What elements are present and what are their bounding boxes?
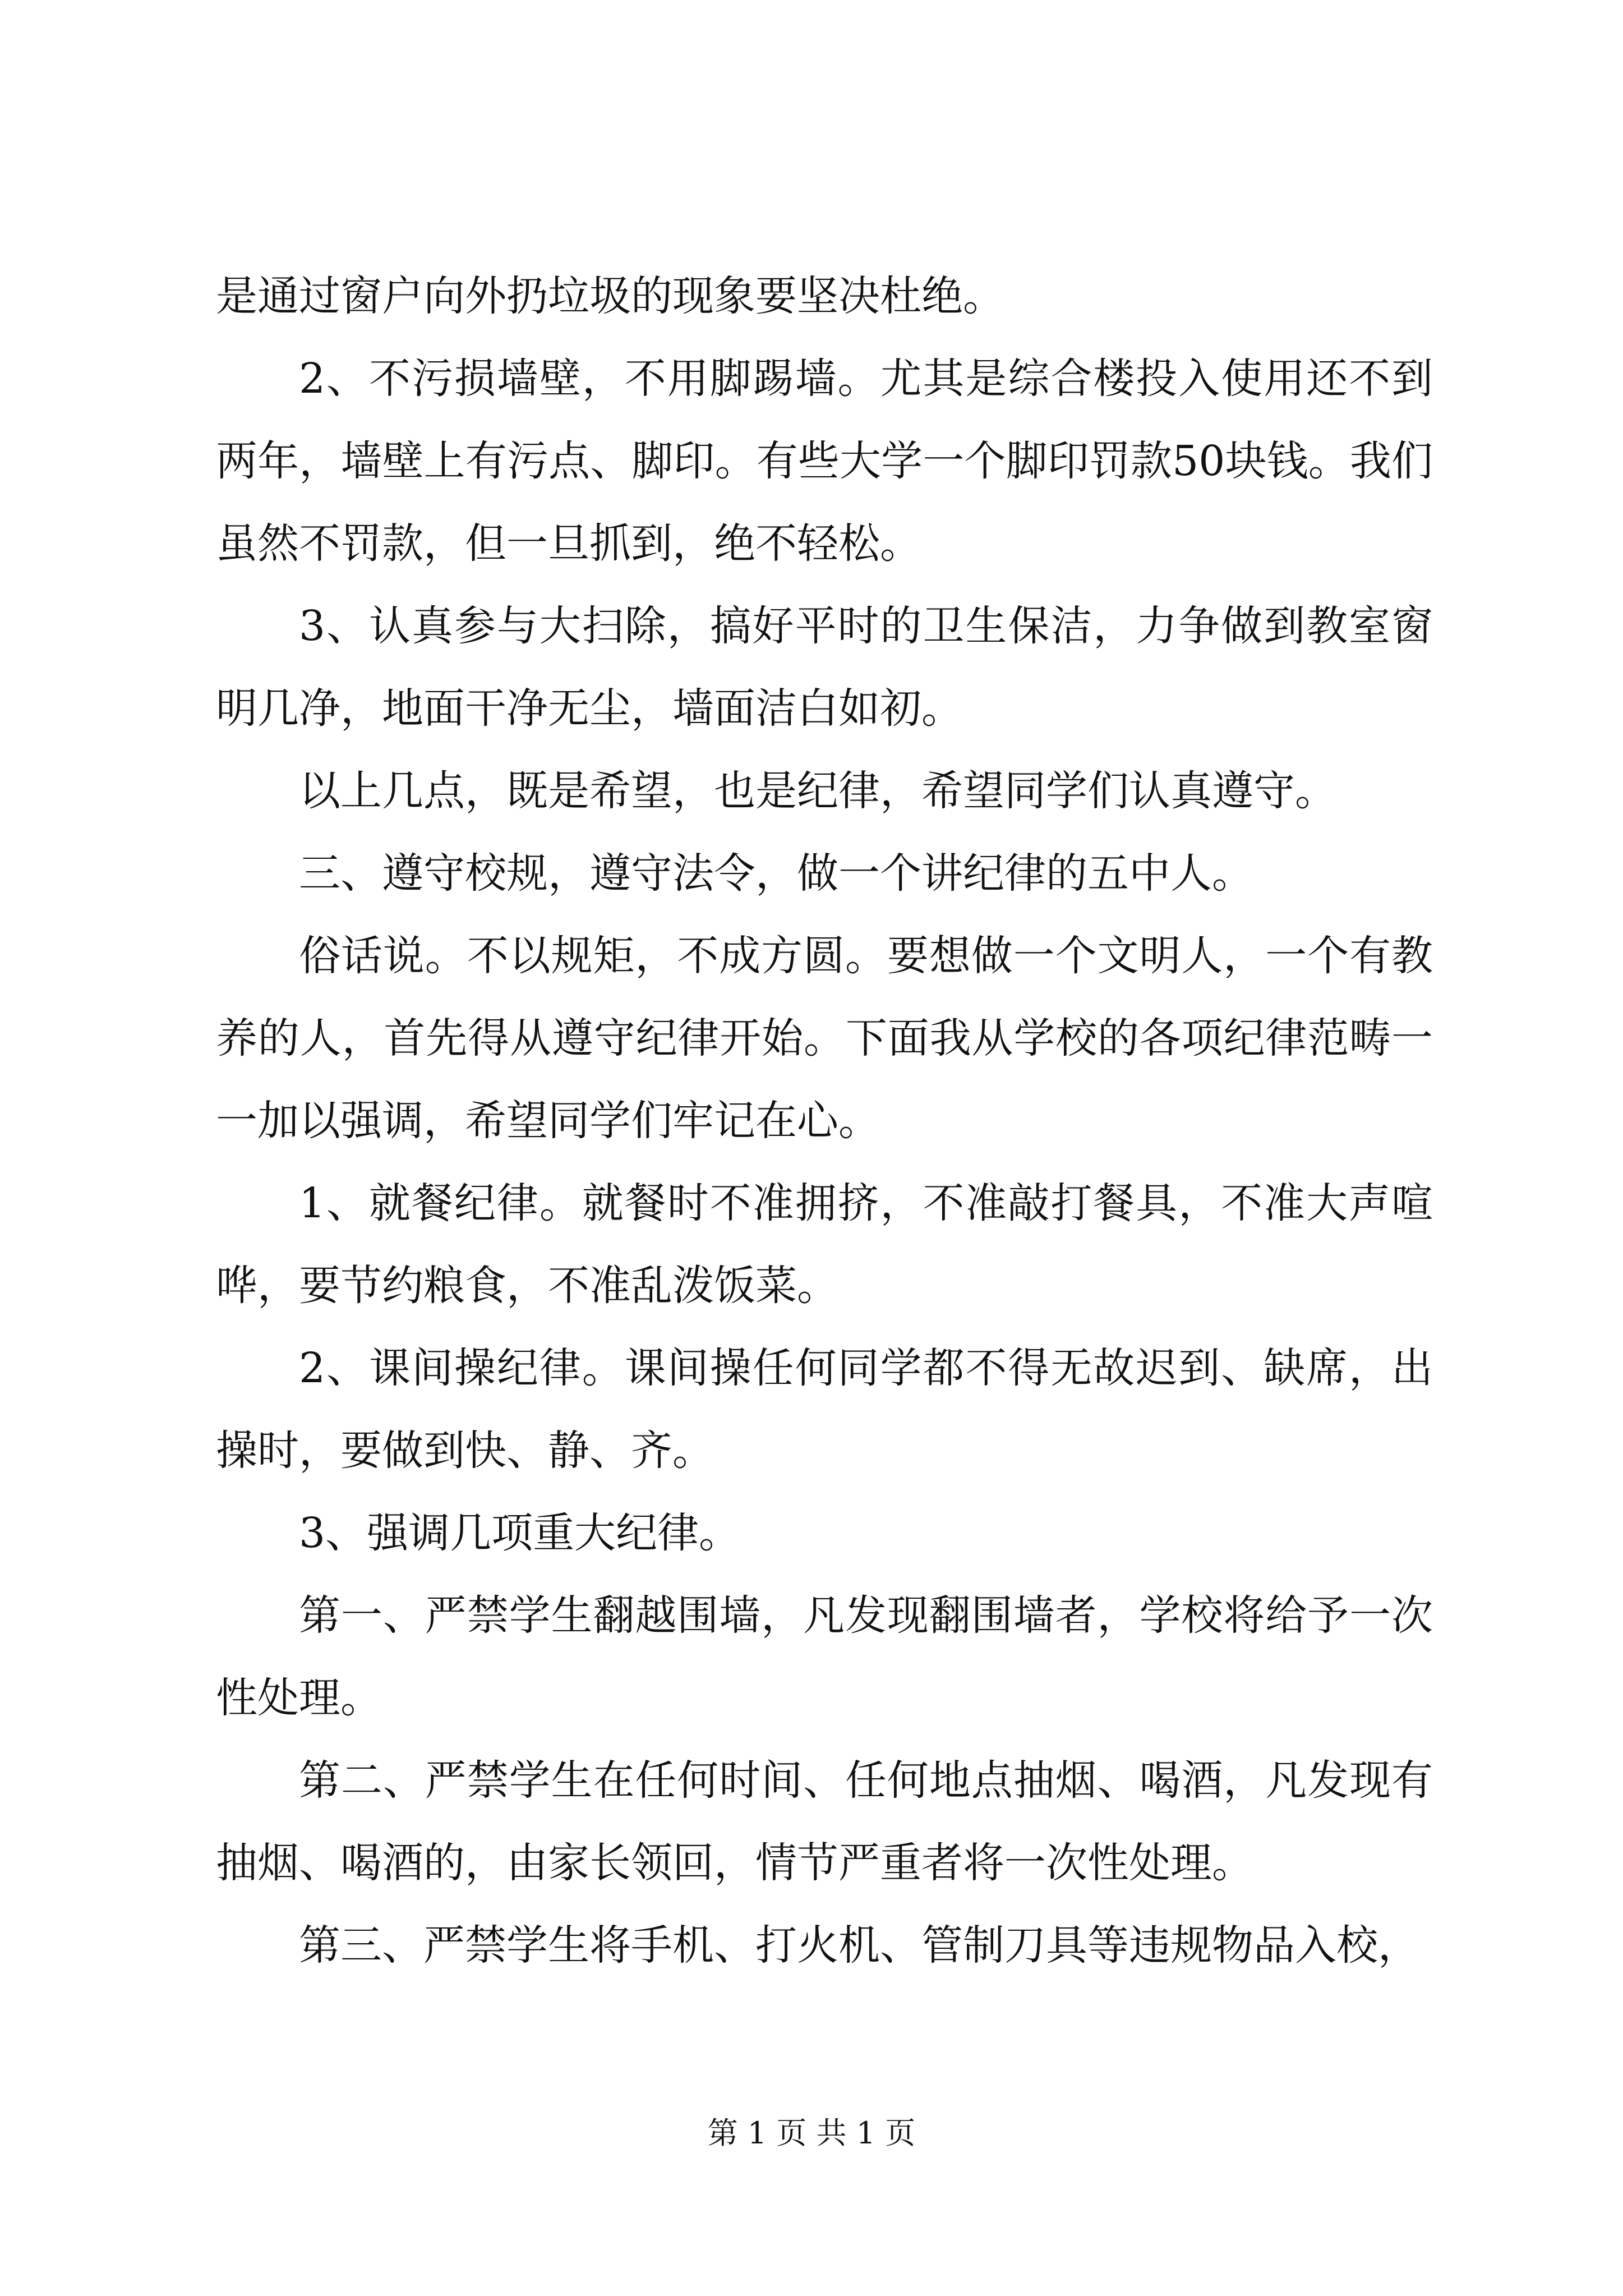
paragraph-intro-discipline: 俗话说。不以规矩，不成方圆。要想做一个文明人，一个有教养的人，首先得从遵守纪律开始。下面我从学校的各项纪律范畴一一加以强调，希望同学们牢记在心。 <box>216 932 1433 1145</box>
paragraph-rule-third: 第三、严禁学生将手机、打火机、管制刀具等违规物品入校， <box>299 1921 1419 1970</box>
paragraph-item-dining: 1、就餐纪律。就餐时不准拥挤，不准敲打餐具，不准大声喧哗，要节约粮食，不准乱泼饭菜。 <box>216 1179 1433 1310</box>
section-heading-three: 三、遵守校规，遵守法令，做一个讲纪律的五中人。 <box>299 849 1253 898</box>
paragraph-summary: 以上几点，既是希望，也是纪律，希望同学们认真遵守。 <box>299 767 1336 815</box>
paragraph-rule-first: 第一、严禁学生翻越围墙，凡发现翻围墙者，学校将给予一次性处理。 <box>216 1591 1433 1722</box>
paragraph-item-cleaning: 3、认真参与大扫除，搞好平时的卫生保洁，力争做到教室窗明几净，地面干净无尘，墙面洁白如初。 <box>216 602 1433 733</box>
paragraph-item-major-rules: 3、强调几项重大纪律。 <box>299 1509 741 1557</box>
paragraph-item-walls: 2、不污损墙壁，不用脚踢墙。尤其是综合楼投入使用还不到两年，墙壁上有污点、脚印。有些大学一个脚印罚款50块钱。我们虽然不罚款，但一旦抓到，绝不轻松。 <box>216 355 1433 568</box>
paragraph-rule-second: 第二、严禁学生在任何时间、任何地点抽烟、喝酒，凡发现有抽烟、喝酒的，由家长领回，情节严重者将一次性处理。 <box>216 1756 1433 1887</box>
paragraph-item-exercise: 2、课间操纪律。课间操任何同学都不得无故迟到、缺席，出操时，要做到快、静、齐。 <box>216 1344 1433 1475</box>
paragraph-continuation: 是通过窗户向外扔垃圾的现象要坚决杜绝。 <box>216 272 1004 320</box>
page-number-label: 第 1 页 共 1 页 <box>707 2115 916 2151</box>
document-body <box>216 255 1433 1987</box>
page-footer <box>0 2114 1623 2153</box>
